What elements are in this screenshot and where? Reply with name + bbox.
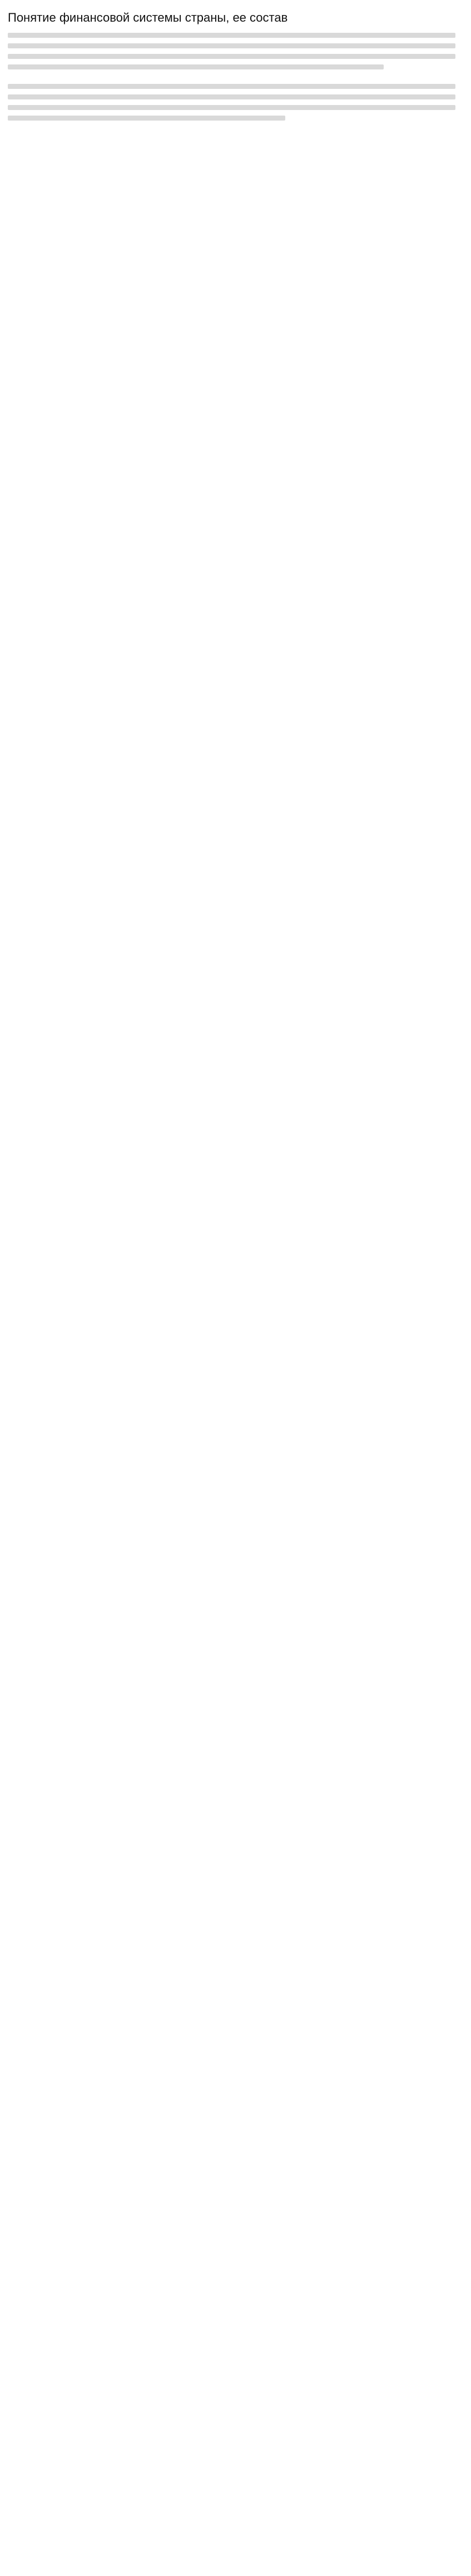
text-line [8, 33, 455, 38]
text-line [8, 64, 384, 69]
text-line [8, 84, 455, 89]
text-line [8, 116, 285, 121]
text-line [8, 54, 455, 59]
paragraph-gap [8, 75, 455, 84]
document-body [8, 33, 455, 121]
text-line [8, 43, 455, 48]
text-line [8, 105, 455, 110]
text-line [8, 94, 455, 99]
document-title: Понятие финансовой системы страны, ее состав [8, 11, 288, 24]
